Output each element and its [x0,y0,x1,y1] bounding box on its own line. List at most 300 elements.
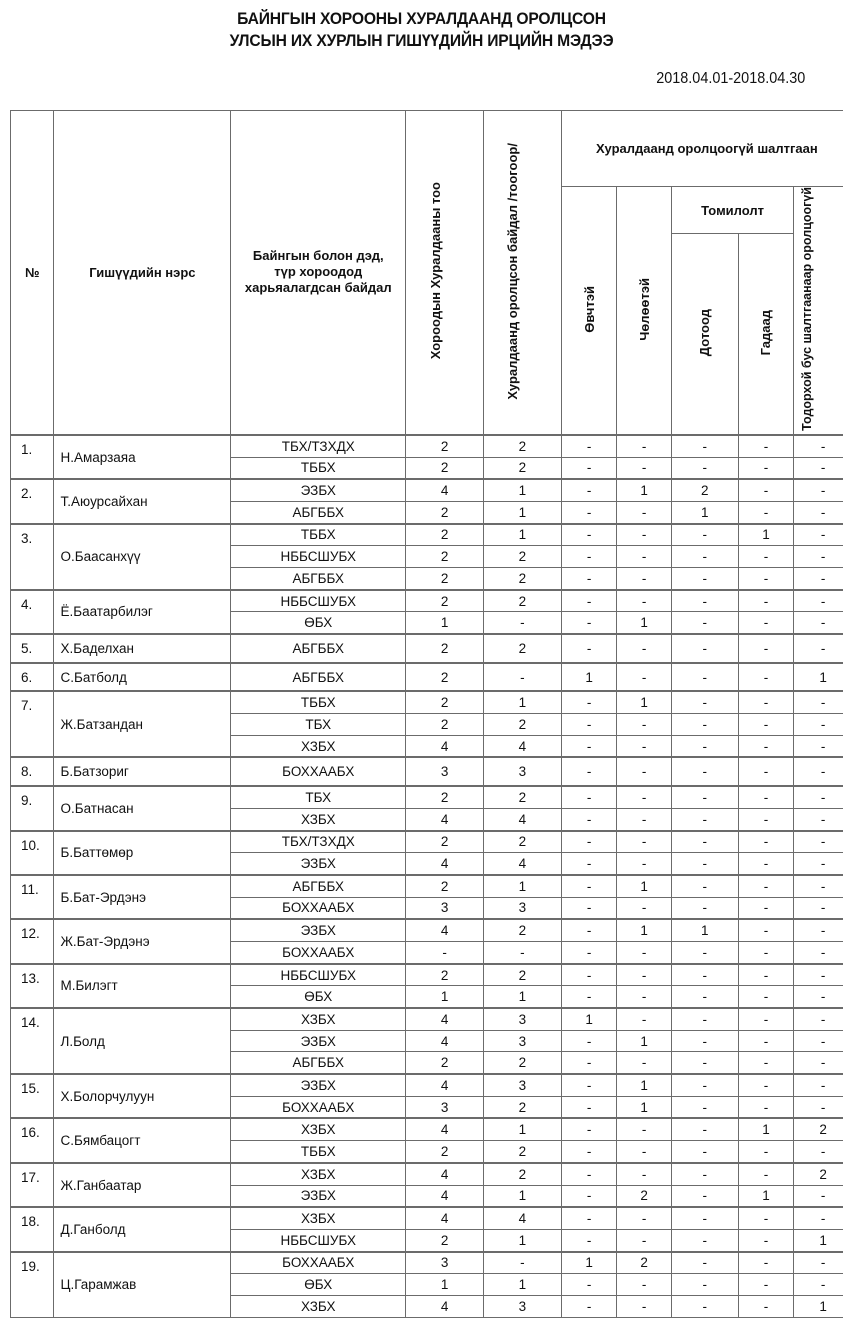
member-name: Л.Болд [54,1008,231,1074]
unexcused-count: - [794,546,843,568]
committee: ӨБХ [231,986,406,1008]
attended-count: 1 [483,691,561,713]
committee: ЭЗБХ [231,1074,406,1096]
leave-count: - [617,1163,672,1185]
table-row [11,831,843,853]
sick-count: - [561,1207,617,1229]
meetings-count: 2 [406,875,484,897]
member-number: 17. [11,1163,54,1207]
unexcused-count: - [794,1141,843,1163]
table-row [11,786,843,808]
table-header [11,111,843,435]
foreign-mission-count: - [738,1030,794,1052]
attended-count: 4 [483,735,561,757]
leave-count: - [617,590,672,612]
committee: НББСШУБХ [231,546,406,568]
title-line-2: УЛСЫН ИХ ХУРЛЫН ГИШҮҮДИЙН ИРЦИЙН МЭДЭЭ [34,30,810,52]
table-row [11,524,843,546]
foreign-mission-count: - [738,1252,794,1274]
leave-count: - [617,853,672,875]
meetings-count: 1 [406,986,484,1008]
attended-count: 2 [483,1141,561,1163]
committee: АБГББХ [231,634,406,663]
unexcused-count: 1 [794,1295,843,1317]
attended-count: - [483,941,561,963]
domestic-mission-count: 1 [671,501,738,523]
table-row [11,964,843,986]
foreign-mission-count: - [738,1074,794,1096]
header-absence-group: Хуралдаанд оролцоогүй шалтгаан [561,111,843,187]
leave-count: - [617,986,672,1008]
meetings-count: 2 [406,435,484,457]
attended-count: 3 [483,1008,561,1030]
foreign-mission-count: - [738,786,794,808]
foreign-mission-count: - [738,853,794,875]
sick-count: - [561,590,617,612]
meetings-count: 2 [406,546,484,568]
domestic-mission-count: - [671,1030,738,1052]
sick-count: - [561,479,617,501]
table-row [11,919,843,941]
member-number: 15. [11,1074,54,1118]
committee: ЭЗБХ [231,1185,406,1207]
committee: БОХХААБХ [231,897,406,919]
attended-count: 3 [483,1074,561,1096]
attended-count: 3 [483,757,561,786]
sick-count: - [561,735,617,757]
domestic-mission-count: - [671,435,738,457]
attended-count: 4 [483,1207,561,1229]
header-committee: Байнгын болон дэд, түр хороодод харьяалагдсан байдал [231,111,406,435]
domestic-mission-count: 2 [671,479,738,501]
table-row [11,1008,843,1030]
leave-count: - [617,786,672,808]
foreign-mission-count: - [738,1008,794,1030]
unexcused-count: - [794,757,843,786]
table-row [11,1074,843,1096]
member-name: М.Билэгт [54,964,231,1008]
report-period: 2018.04.01-2018.04.30 [656,70,805,88]
meetings-count: 2 [406,457,484,479]
sick-count: - [561,941,617,963]
unexcused-count: - [794,1008,843,1030]
unexcused-count: - [794,1207,843,1229]
attended-count: 2 [483,1096,561,1118]
sick-count: - [561,853,617,875]
committee: ЭЗБХ [231,919,406,941]
attended-count: 1 [483,986,561,1008]
member-name: Ж.Бат-Эрдэнэ [54,919,231,963]
foreign-mission-count: - [738,941,794,963]
domestic-mission-count: - [671,986,738,1008]
foreign-mission-count: - [738,479,794,501]
foreign-mission-count: - [738,567,794,589]
committee: ТБХ/ТЗХДХ [231,435,406,457]
leave-count: - [617,1207,672,1229]
leave-count: - [617,546,672,568]
attended-count: 1 [483,524,561,546]
unexcused-count: - [794,786,843,808]
meetings-count: 3 [406,1096,484,1118]
domestic-mission-count: - [671,1074,738,1096]
member-name: Б.Бат-Эрдэнэ [54,875,231,919]
member-number: 18. [11,1207,54,1251]
committee: ӨБХ [231,1274,406,1296]
unexcused-count: - [794,1074,843,1096]
attendance-table [10,110,843,1318]
report-title [34,8,810,52]
meetings-count: 3 [406,1252,484,1274]
attended-count: 1 [483,1185,561,1207]
sick-count: - [561,757,617,786]
header-leave: Чөлөөтэй [637,278,652,341]
foreign-mission-count: - [738,897,794,919]
foreign-mission-count: - [738,1141,794,1163]
meetings-count: 2 [406,714,484,736]
foreign-mission-count: - [738,1163,794,1185]
sick-count: - [561,546,617,568]
foreign-mission-count: - [738,831,794,853]
foreign-mission-count: - [738,808,794,830]
meetings-count: 4 [406,1295,484,1317]
leave-count: - [617,1052,672,1074]
attended-count: 2 [483,1163,561,1185]
domestic-mission-count: - [671,590,738,612]
sick-count: 1 [561,1008,617,1030]
table-row [11,875,843,897]
unexcused-count: - [794,435,843,457]
member-number: 3. [11,524,54,590]
domestic-mission-count: - [671,1252,738,1274]
foreign-mission-count: - [738,501,794,523]
meetings-count: 2 [406,964,484,986]
attended-count: 2 [483,590,561,612]
attended-count: 2 [483,567,561,589]
unexcused-count: - [794,479,843,501]
attended-count: 3 [483,1295,561,1317]
meetings-count: 4 [406,808,484,830]
member-name: О.Баасанхүү [54,524,231,590]
meetings-count: - [406,941,484,963]
meetings-count: 4 [406,1008,484,1030]
leave-count: - [617,567,672,589]
sick-count: - [561,714,617,736]
meetings-count: 2 [406,831,484,853]
leave-count: - [617,1295,672,1317]
unexcused-count: - [794,831,843,853]
domestic-mission-count: - [671,1008,738,1030]
header-no: № [11,111,54,435]
member-number: 10. [11,831,54,875]
domestic-mission-count: - [671,853,738,875]
meetings-count: 4 [406,919,484,941]
unexcused-count: - [794,941,843,963]
domestic-mission-count: - [671,1207,738,1229]
sick-count: - [561,1295,617,1317]
attended-count: 1 [483,1229,561,1251]
leave-count: 1 [617,612,672,634]
domestic-mission-count: - [671,1229,738,1251]
domestic-mission-count: - [671,808,738,830]
domestic-mission-count: - [671,612,738,634]
member-number: 1. [11,435,54,479]
member-name: Ж.Батзандан [54,691,231,757]
domestic-mission-count: - [671,964,738,986]
domestic-mission-count: - [671,714,738,736]
sick-count: 1 [561,1252,617,1274]
member-number: 4. [11,590,54,634]
unexcused-count: - [794,1252,843,1274]
foreign-mission-count: - [738,1229,794,1251]
table-row [11,1252,843,1274]
domestic-mission-count: - [671,524,738,546]
member-name: О.Батнасан [54,786,231,830]
meetings-count: 4 [406,1030,484,1052]
committee: ХЗБХ [231,1295,406,1317]
sick-count: - [561,567,617,589]
leave-count: - [617,524,672,546]
sick-count: - [561,691,617,713]
sick-count: - [561,831,617,853]
foreign-mission-count: - [738,1274,794,1296]
leave-count: - [617,897,672,919]
table-row [11,435,843,457]
sick-count: 1 [561,663,617,692]
attended-count: - [483,663,561,692]
foreign-mission-count: - [738,875,794,897]
leave-count: 1 [617,1096,672,1118]
leave-count: - [617,714,672,736]
committee: ТББХ [231,1141,406,1163]
sick-count: - [561,1163,617,1185]
foreign-mission-count: 1 [738,1118,794,1140]
leave-count: - [617,634,672,663]
title-line-1: БАЙНГЫН ХОРООНЫ ХУРАЛДААНД ОРОЛЦСОН [34,8,810,30]
foreign-mission-count: - [738,986,794,1008]
unexcused-count: - [794,567,843,589]
table-row [11,1163,843,1185]
unexcused-count: - [794,590,843,612]
meetings-count: 2 [406,567,484,589]
unexcused-count: - [794,1052,843,1074]
sick-count: - [561,634,617,663]
member-number: 7. [11,691,54,757]
unexcused-count: - [794,964,843,986]
committee: ТББХ [231,691,406,713]
member-name: Б.Батзориг [54,757,231,786]
leave-count: - [617,735,672,757]
table-row [11,663,843,692]
unexcused-count: - [794,501,843,523]
member-number: 2. [11,479,54,523]
committee: БОХХААБХ [231,757,406,786]
leave-count: 1 [617,479,672,501]
member-number: 6. [11,663,54,692]
foreign-mission-count: - [738,1207,794,1229]
foreign-mission-count: - [738,714,794,736]
member-name: Б.Баттөмөр [54,831,231,875]
leave-count: - [617,1229,672,1251]
meetings-count: 2 [406,1229,484,1251]
leave-count: 1 [617,691,672,713]
committee: ЭЗБХ [231,479,406,501]
leave-count: 1 [617,1030,672,1052]
unexcused-count: - [794,714,843,736]
sick-count: - [561,1229,617,1251]
meetings-count: 2 [406,590,484,612]
unexcused-count: - [794,853,843,875]
sick-count: - [561,986,617,1008]
member-number: 8. [11,757,54,786]
domestic-mission-count: - [671,1141,738,1163]
unexcused-count: - [794,1030,843,1052]
attended-count: 2 [483,714,561,736]
header-name: Гишүүдийн нэрс [54,111,231,435]
domestic-mission-count: - [671,1274,738,1296]
sick-count: - [561,897,617,919]
meetings-count: 4 [406,735,484,757]
attended-count: 1 [483,501,561,523]
leave-count: 1 [617,919,672,941]
leave-count: - [617,435,672,457]
meetings-count: 4 [406,1163,484,1185]
attended-count: - [483,612,561,634]
foreign-mission-count: - [738,1052,794,1074]
attended-count: 2 [483,831,561,853]
attended-count: 2 [483,457,561,479]
sick-count: - [561,524,617,546]
foreign-mission-count: 1 [738,524,794,546]
domestic-mission-count: - [671,567,738,589]
sick-count: - [561,808,617,830]
domestic-mission-count: - [671,897,738,919]
unexcused-count: - [794,919,843,941]
sick-count: - [561,919,617,941]
attended-count: 3 [483,897,561,919]
table-row [11,634,843,663]
committee: БОХХААБХ [231,1252,406,1274]
sick-count: - [561,612,617,634]
leave-count: - [617,941,672,963]
sick-count: - [561,1118,617,1140]
foreign-mission-count: - [738,735,794,757]
attended-count: 1 [483,1274,561,1296]
meetings-count: 1 [406,612,484,634]
foreign-mission-count: 1 [738,1185,794,1207]
domestic-mission-count: - [671,1118,738,1140]
meetings-count: 4 [406,1207,484,1229]
member-name: Ц.Гарамжав [54,1252,231,1318]
foreign-mission-count: - [738,691,794,713]
leave-count: - [617,501,672,523]
foreign-mission-count: - [738,590,794,612]
table-row [11,479,843,501]
committee: ЭЗБХ [231,1030,406,1052]
meetings-count: 2 [406,663,484,692]
unexcused-count: - [794,1096,843,1118]
leave-count: - [617,457,672,479]
attended-count: 2 [483,786,561,808]
meetings-count: 4 [406,1074,484,1096]
member-number: 16. [11,1118,54,1162]
committee: ТБХ [231,714,406,736]
unexcused-count: 2 [794,1163,843,1185]
meetings-count: 4 [406,479,484,501]
domestic-mission-count: - [671,941,738,963]
unexcused-count: 1 [794,663,843,692]
member-name: С.Бямбацогт [54,1118,231,1162]
header-sick: Өвчтэй [582,286,597,333]
domestic-mission-count: - [671,757,738,786]
committee: НББСШУБХ [231,964,406,986]
meetings-count: 4 [406,853,484,875]
committee: АБГББХ [231,663,406,692]
leave-count: 2 [617,1185,672,1207]
header-attended: Хуралдаанд оролцсон байдал /тоогоор/ [505,143,539,400]
member-number: 14. [11,1008,54,1074]
sick-count: - [561,964,617,986]
table-body [11,435,843,1317]
meetings-count: 2 [406,786,484,808]
sick-count: - [561,1052,617,1074]
member-number: 5. [11,634,54,663]
domestic-mission-count: - [671,735,738,757]
committee: ТББХ [231,524,406,546]
foreign-mission-count: - [738,663,794,692]
member-name: Т.Аюурсайхан [54,479,231,523]
committee: АБГББХ [231,875,406,897]
committee: БОХХААБХ [231,1096,406,1118]
header-unexcused: Тодорхой бус шалтгаанаар оролцоогүй [800,187,843,431]
sick-count: - [561,1030,617,1052]
committee: АБГББХ [231,501,406,523]
leave-count: 2 [617,1252,672,1274]
attended-count: 1 [483,479,561,501]
committee: БОХХААБХ [231,941,406,963]
member-name: Н.Амарзаяа [54,435,231,479]
table-row [11,757,843,786]
unexcused-count: - [794,457,843,479]
committee: ХЗБХ [231,1207,406,1229]
attended-count: 4 [483,808,561,830]
domestic-mission-count: - [671,634,738,663]
committee: ТБХ [231,786,406,808]
sick-count: - [561,435,617,457]
committee: НББСШУБХ [231,590,406,612]
attended-count: 3 [483,1030,561,1052]
header-foreign: Гадаад [758,310,773,355]
domestic-mission-count: - [671,1096,738,1118]
attended-count: 2 [483,1052,561,1074]
table-row [11,1118,843,1140]
domestic-mission-count: 1 [671,919,738,941]
member-name: Ё.Баатарбилэг [54,590,231,634]
table-row [11,590,843,612]
header-meetings: Хороодын Хуралдааны тоо [428,182,462,359]
committee: ХЗБХ [231,735,406,757]
attended-count: 4 [483,853,561,875]
unexcused-count: - [794,1274,843,1296]
meetings-count: 4 [406,1185,484,1207]
domestic-mission-count: - [671,1052,738,1074]
leave-count: 1 [617,875,672,897]
member-name: Д.Ганболд [54,1207,231,1251]
domestic-mission-count: - [671,546,738,568]
meetings-count: 2 [406,691,484,713]
leave-count: - [617,1008,672,1030]
committee: ХЗБХ [231,1118,406,1140]
attended-count: 2 [483,634,561,663]
